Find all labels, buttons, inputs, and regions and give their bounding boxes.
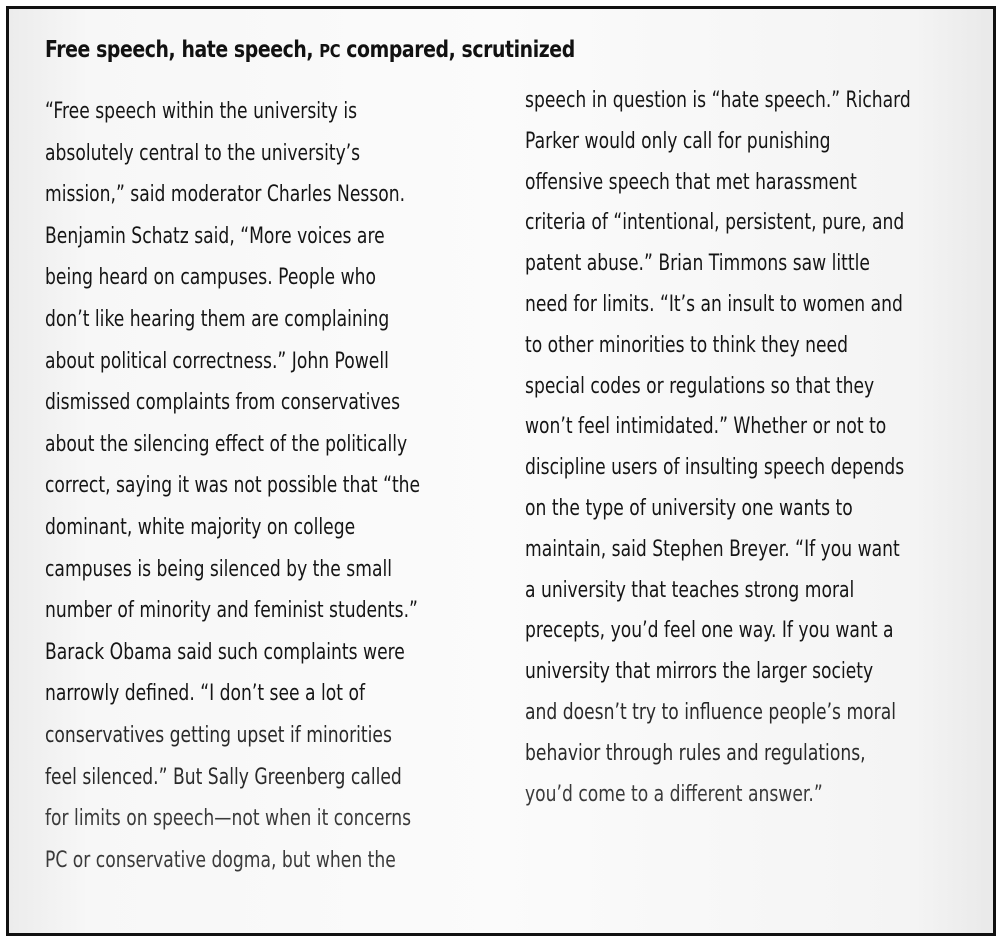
headline-part-1: Free speech, hate speech, [45,37,320,63]
text-line: campuses is being silenced by the small [45,556,393,582]
headline-part-3: compared, scrutinized [340,37,575,63]
text-line: precepts, you’d feel one way. If you want a [525,618,894,644]
text-line: Parker would only call for punishing [525,128,831,154]
text-line: maintain, said Stephen Breyer. “If you want [525,536,900,562]
text-line: “Free speech within the university is [45,99,358,124]
text-line: Benjamin Schatz said, “More voices are [45,223,385,249]
text-line: conservatives getting upset if minorities [45,722,392,748]
text-line: Barack Obama said such complaints were [45,639,405,665]
text-line: dismissed complaints from conservatives [45,390,401,416]
text-line: and doesn’t try to influence people’s moral [525,699,896,725]
right-text-column [525,81,996,815]
text-line: about the silencing effect of the politically [45,431,408,457]
text-line: offensive speech that met harassment [525,169,857,195]
text-line: university that mirrors the larger society [525,659,874,685]
text-line: PC or conservative dogma, but when the [45,847,396,873]
text-line: feel silenced.” But Sally Greenberg called [45,764,402,790]
article-headline [45,37,575,63]
text-line: dominant, white majority on college [45,514,356,540]
text-line: don’t like hearing them are complaining [45,306,390,332]
text-line: criteria of “intentional, persistent, pure, and [525,210,905,236]
text-line: being heard on campuses. People who [45,265,376,291]
text-line: behavior through rules and regulations, [525,740,866,766]
text-line: mission,” said moderator Charles Nesson. [45,182,406,208]
text-line: need for limits. “It’s an insult to women and [525,291,903,317]
left-text-column [45,91,526,881]
text-line: for limits on speech—not when it concerns [45,806,412,832]
text-line: speech in question is “hate speech.” Richard [525,88,911,113]
text-line: won’t feel intimidated.” Whether or not to [525,414,887,440]
text-line: about political correctness.” John Powell [45,348,389,374]
text-line: correct, saying it was not possible that “the [45,473,421,499]
text-line: on the type of university one wants to [525,495,853,521]
text-line: absolutely central to the university’s [45,140,361,166]
text-line: to other minorities to think they need [525,332,848,358]
page-frame [6,6,996,936]
headline-part-2: PC [319,41,341,62]
text-line: number of minority and feminist students.” [45,598,418,624]
text-line: you’d come to a different answer.” [525,781,823,807]
text-line: a university that teaches strong moral [525,577,855,603]
text-line: patent abuse.” Brian Timmons saw little [525,251,870,277]
text-line: special codes or regulations so that they [525,373,875,399]
text-line: narrowly defined. “I don’t see a lot of [45,681,366,707]
text-line: discipline users of insulting speech depends [525,455,905,481]
